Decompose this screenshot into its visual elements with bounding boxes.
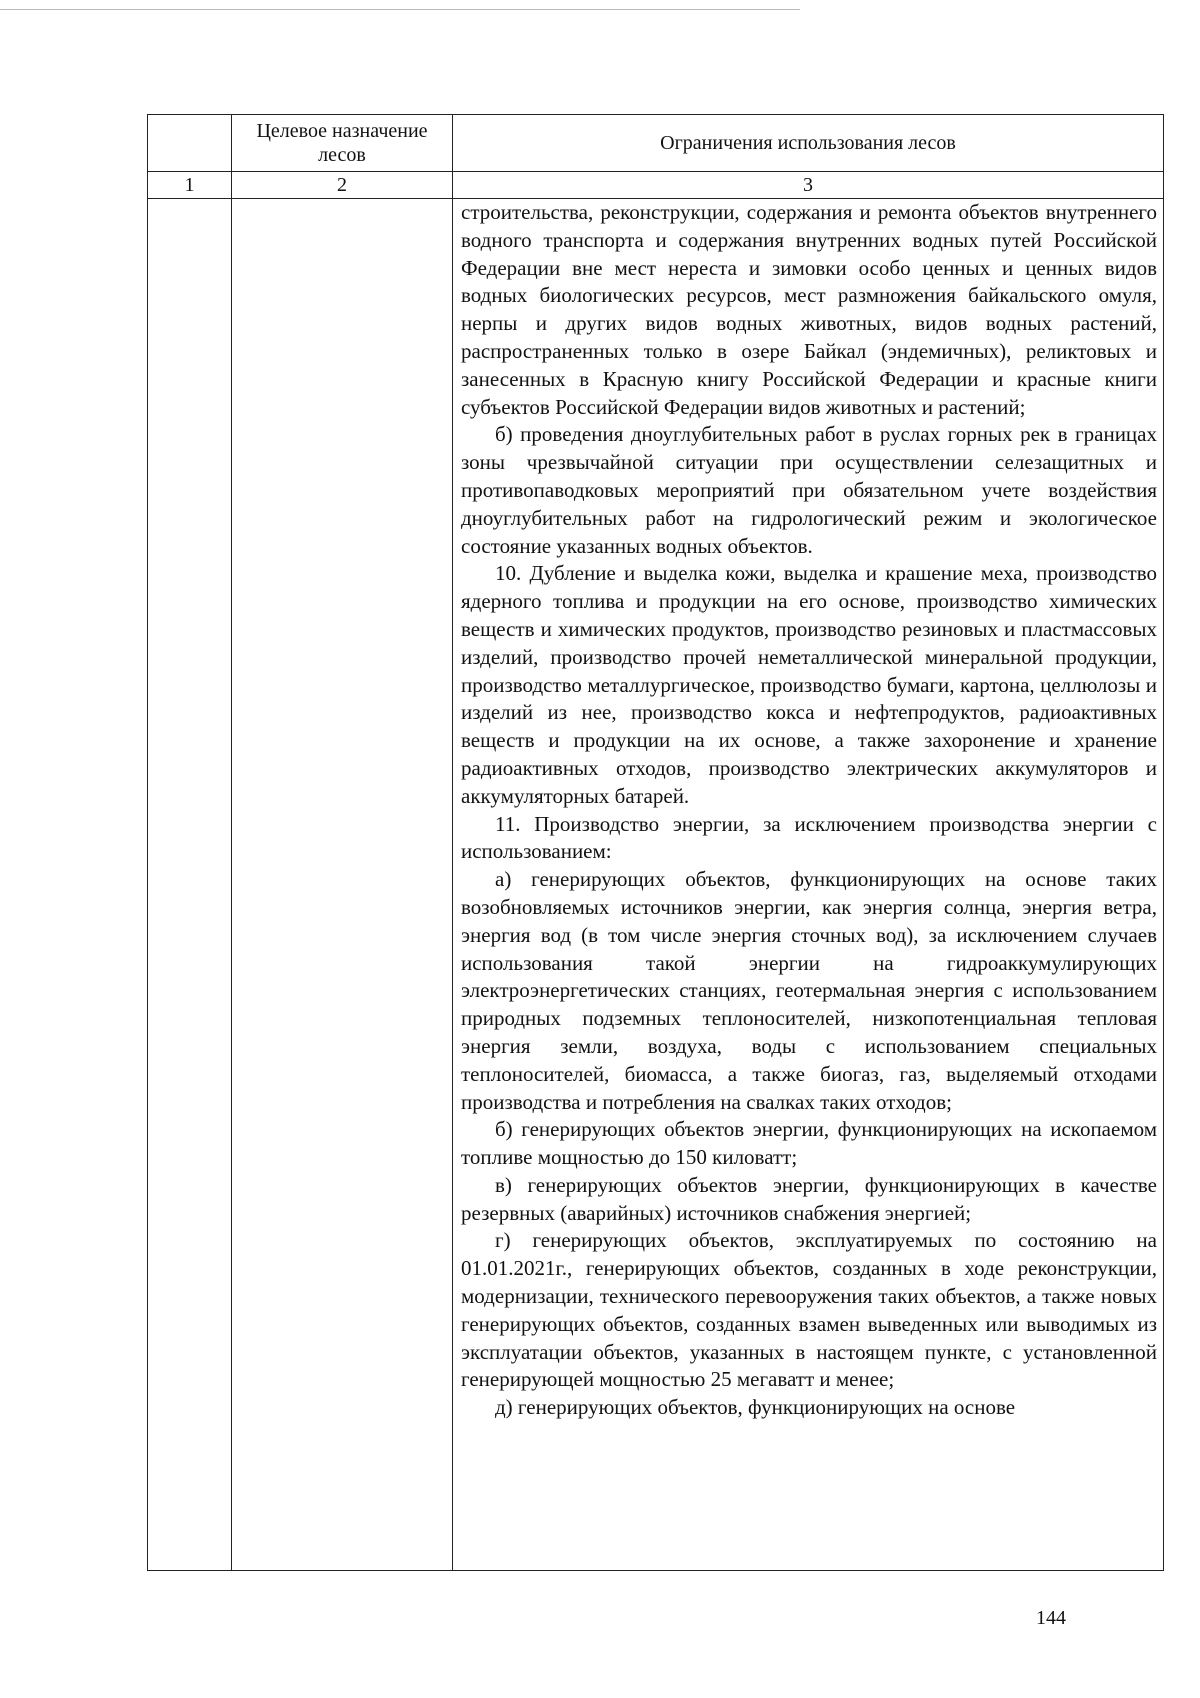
column-number-1: 1 bbox=[148, 172, 232, 199]
paragraph: г) генерирующих объектов, эксплуатируемых по состоянию на 01.01.2021г., генерирующих объектов, созданных в ходе реконструкции, модернизации, технического перевооружения таких объектов, а также новых генерирующих объектов, созданных взамен выведенных или выводимых из эксплуатации объектов, указанных в настоящем пункте, с установленной генерирующей мощностью 25 мегаватт и менее; bbox=[461, 1228, 1157, 1392]
table-header-row bbox=[148, 115, 1164, 172]
paragraph: 11. Производство энергии, за исключением производства энергии с использованием: bbox=[461, 811, 1157, 864]
restrictions-table bbox=[147, 114, 1164, 1571]
paragraph: б) проведения дноуглубительных работ в руслах горных рек в границах зоны чрезвычайной ситуации при осуществлении селезащитных и противопаводковых мероприятий при обязательном учете воздействия дноуглубительных работ на гидрологический режим и экологическое состояние указанных водных объектов. bbox=[461, 422, 1157, 558]
column-number-3: 3 bbox=[453, 172, 1164, 199]
paragraph: д) генерирующих объектов, функционирующих на основе bbox=[495, 1395, 1016, 1420]
header-forest-purpose: Целевое назначение лесов bbox=[232, 115, 453, 172]
restrictions-cell bbox=[453, 199, 1164, 1571]
column-number-2: 2 bbox=[232, 172, 453, 199]
forest-purpose-cell bbox=[232, 199, 453, 1571]
header-usage-restrictions: Ограничения использования лесов bbox=[453, 115, 1164, 172]
table-row bbox=[148, 199, 1164, 1571]
restrictions-text bbox=[453, 199, 1163, 1422]
page-number: 144 bbox=[1036, 1607, 1066, 1629]
paragraph: строительства, реконструкции, содержания и ремонта объектов внутреннего водного транспорта и содержания внутренних водных путей Российской Федерации вне мест нереста и зимовки особо ценных и ценных видов водных биологических ресурсов, мест размножения байкальского омуля, нерпы и других видов водных животных, видов водных растений, распространенных только в озере Байкал (эндемичных), реликтовых и занесенных в Красную книгу Российской Федерации и красные книги субъектов Российской Федерации видов животных и растений; bbox=[461, 200, 1157, 419]
row-number-cell bbox=[148, 199, 232, 1571]
paragraph: 10. Дубление и выделка кожи, выделка и крашение меха, производство ядерного топлива и продукции на его основе, производство химических веществ и химических продуктов, производство резиновых и пластмассовых изделий, производство прочей неметаллической минеральной продукции, производство металлургическое, производство бумаги, картона, целлюлозы и изделий из нее, производство кокса и нефтепродуктов, радиоактивных веществ и продукции на их основе, а также захоронение и хранение радиоактивных отходов, производство электрических аккумуляторов и аккумуляторных батарей. bbox=[461, 561, 1157, 808]
paragraph: в) генерирующих объектов энергии, функционирующих в качестве резервных (аварийных) источников снабжения энергией; bbox=[461, 1172, 1157, 1225]
paragraph: б) генерирующих объектов энергии, функционирующих на ископаемом топливе мощностью до 150 киловатт; bbox=[461, 1117, 1157, 1170]
header-col-number bbox=[148, 115, 232, 172]
column-number-row bbox=[148, 172, 1164, 199]
scan-edge-line bbox=[0, 9, 800, 10]
paragraph: а) генерирующих объектов, функционирующих на основе таких возобновляемых источников энергии, как энергия солнца, энергия ветра, энергия вод (в том числе энергия сточных вод), за исключением случаев использования такой энергии на гидроаккумулирующих электроэнергетических станциях, геотермальная энергия с использованием природных подземных теплоносителей, низкопотенциальная тепловая энергия земли, воздуха, воды с использованием специальных теплоносителей, биомасса, а также биогаз, газ, выделяемый отходами производства и потребления на свалках таких отходов; bbox=[461, 867, 1157, 1114]
